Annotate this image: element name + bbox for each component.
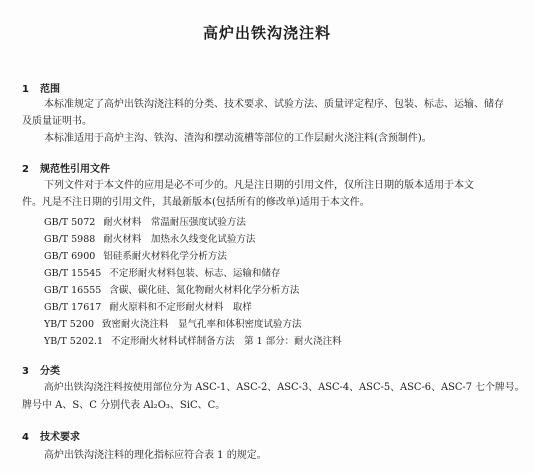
section-title: 技术要求 (40, 432, 80, 443)
reference-item (44, 234, 255, 246)
reference-item (44, 336, 342, 348)
reference-title: 铝硅系耐火材料化学分析方法 (103, 251, 227, 262)
reference-code: GB/T 15545 (44, 268, 102, 279)
paragraph-line: 牌号中 A、S、C 分别代表 Al₂O₃、SiC、C。 (22, 400, 226, 411)
reference-code: YB/T 5202.1 (44, 336, 104, 347)
reference-item (44, 217, 246, 229)
reference-item (44, 302, 252, 314)
section-4-heading (22, 428, 80, 443)
paragraph-line: 高炉出铁沟浇注料的理化指标应符合表 1 的规定。 (44, 450, 267, 461)
reference-title: 不定形耐火材料试样制备方法 第 1 部分：耐火浇注料 (111, 336, 342, 347)
reference-code: GB/T 5988 (44, 234, 96, 245)
section-number: 4 (22, 432, 29, 443)
reference-title: 致密耐火浇注料 显气孔率和体积密度试验方法 (102, 319, 302, 330)
paragraph-line: 本标准适用于高炉主沟、铁沟、渣沟和摆动流槽等部位的工作层耐火浇注料(含预制件)。 (44, 133, 432, 144)
reference-title: 不定形耐火材料包装、标志、运输和储存 (109, 268, 281, 279)
reference-title: 耐火材料 加热永久线变化试验方法 (103, 234, 256, 245)
reference-title: 耐火材料 常温耐压强度试验方法 (103, 217, 246, 228)
reference-code: GB/T 6900 (44, 251, 96, 262)
paragraph-line: 本标准规定了高炉出铁沟浇注料的分类、技术要求、试验方法、质量评定程序、包装、标志、运输、储存 (44, 99, 504, 110)
section-title: 规范性引用文件 (40, 164, 110, 175)
document-title: 高炉出铁沟浇注料 (202, 24, 331, 42)
section-title: 范围 (40, 84, 60, 95)
reference-item (44, 251, 227, 263)
section-title: 分类 (40, 366, 60, 377)
section-number: 3 (22, 366, 29, 377)
paragraph-line: 及质量证明书。 (22, 116, 92, 127)
reference-item (44, 285, 299, 297)
section-1-heading (22, 80, 60, 95)
reference-item (44, 268, 280, 280)
reference-title: 含碳、碳化硅、氮化物耐火材料化学分析方法 (109, 285, 300, 296)
paragraph-line: 高炉出铁沟浇注料按使用部位分为 ASC-1、ASC-2、ASC-3、ASC-4、ASC-5、ASC-6、ASC-7 七个牌号。 (44, 382, 525, 393)
section-2-heading (22, 160, 110, 175)
section-3-heading (22, 362, 60, 377)
reference-code: GB/T 16555 (44, 285, 102, 296)
paragraph-line: 件。凡是不注日期的引用文件，其最新版本(包括所有的修改单)适用于本文件。 (22, 197, 370, 208)
reference-code: YB/T 5200 (44, 319, 94, 330)
reference-code: GB/T 17617 (44, 302, 102, 313)
section-number: 1 (22, 84, 29, 95)
section-number: 2 (22, 164, 29, 175)
reference-code: GB/T 5072 (44, 217, 96, 228)
paragraph-line: 下列文件对于本文件的应用是必不可少的。凡是注日期的引用文件，仅所注日期的版本适用于本文 (44, 180, 474, 191)
reference-item (44, 319, 302, 331)
reference-title: 耐火原料和不定形耐火材料 取样 (109, 302, 252, 313)
